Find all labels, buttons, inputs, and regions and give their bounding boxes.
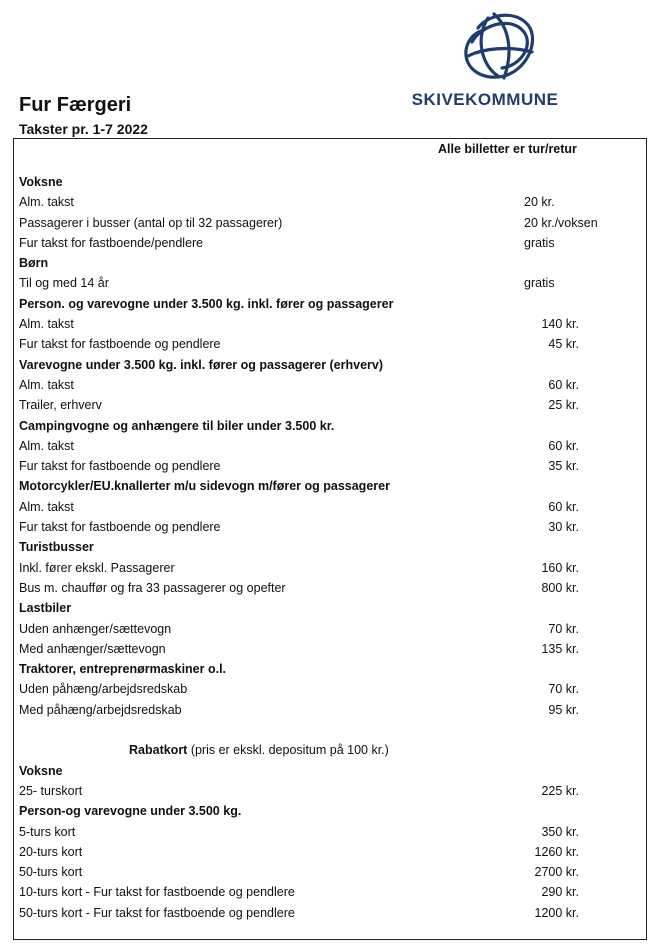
row-label: Fur takst for fastboende og pendlere xyxy=(19,520,221,535)
section-heading xyxy=(19,801,619,821)
document-subtitle: Takster pr. 1-7 2022 xyxy=(19,121,148,137)
logo-text: SKIVEKOMMUNE xyxy=(411,90,559,109)
row-label: Med påhæng/arbejdsredskab xyxy=(19,702,182,717)
row-label: Bus m. chauffør og fra 33 passagerer og opefter xyxy=(19,580,286,595)
row-label: Passagerer i busser (antal op til 32 passagerer) xyxy=(19,215,283,230)
price-row xyxy=(19,517,619,537)
row-price: gratis xyxy=(524,235,555,250)
row-price: gratis xyxy=(524,276,555,291)
row-price: 70 kr. xyxy=(548,682,579,697)
section-heading xyxy=(19,537,619,557)
row-price: 290 kr. xyxy=(541,885,579,900)
section-heading xyxy=(19,355,619,375)
row-label: Alm. takst xyxy=(19,499,74,514)
row-price: 45 kr. xyxy=(548,337,579,352)
row-label: Alm. takst xyxy=(19,317,74,332)
row-label: Trailer, erhverv xyxy=(19,398,102,413)
row-label: Inkl. fører ekskl. Passagerer xyxy=(19,560,175,575)
section-heading xyxy=(19,476,619,496)
row-label: Fur takst for fastboende/pendlere xyxy=(19,235,204,250)
row-price: 25 kr. xyxy=(548,398,579,413)
row-price: 60 kr. xyxy=(548,438,579,453)
price-row xyxy=(19,679,619,699)
row-price: 1260 kr. xyxy=(534,844,579,859)
row-label: Fur takst for fastboende og pendlere xyxy=(19,337,221,352)
row-price: 1200 kr. xyxy=(534,905,579,920)
row-label: Voksne xyxy=(19,763,63,778)
row-label: Fur takst for fastboende og pendlere xyxy=(19,459,221,474)
row-label xyxy=(129,740,389,760)
price-row xyxy=(19,213,619,233)
price-row xyxy=(19,273,619,293)
spacer xyxy=(19,720,619,740)
price-row xyxy=(19,233,619,253)
row-price: 70 kr. xyxy=(548,621,579,636)
row-label: Motorcykler/EU.knallerter m/u sidevogn m/fører og passagerer xyxy=(19,479,390,494)
section-heading xyxy=(19,598,619,618)
skivekommune-logo xyxy=(390,6,580,110)
row-label: 5-turs kort xyxy=(19,824,76,839)
row-price: 2700 kr. xyxy=(534,865,579,880)
price-row xyxy=(19,822,619,842)
row-price: 350 kr. xyxy=(541,824,579,839)
row-price: 140 kr. xyxy=(541,317,579,332)
row-label: Med anhænger/sættevogn xyxy=(19,641,166,656)
row-price: 30 kr. xyxy=(548,520,579,535)
row-label: Traktorer, entreprenørmaskiner o.l. xyxy=(19,662,227,677)
row-price: 20 kr./voksen xyxy=(524,215,598,230)
price-row xyxy=(19,334,619,354)
price-row xyxy=(19,882,619,902)
row-label: Uden påhæng/arbejdsredskab xyxy=(19,682,188,697)
section-heading xyxy=(19,416,619,436)
document-title: Fur Færgeri xyxy=(19,94,132,116)
price-row xyxy=(19,436,619,456)
row-price: 800 kr. xyxy=(541,580,579,595)
rabatkort-heading xyxy=(19,740,619,760)
row-label: Til og med 14 år xyxy=(19,276,109,291)
row-label: 50-turs kort xyxy=(19,865,83,880)
price-row xyxy=(19,700,619,720)
section-heading xyxy=(19,294,619,314)
price-list xyxy=(19,172,619,923)
row-price: 20 kr. xyxy=(524,195,555,210)
row-label: Alm. takst xyxy=(19,438,74,453)
row-label: Lastbiler xyxy=(19,601,72,616)
price-row xyxy=(19,456,619,476)
price-row xyxy=(19,395,619,415)
row-price: 60 kr. xyxy=(548,499,579,514)
row-label: Alm. takst xyxy=(19,377,74,392)
section-heading xyxy=(19,659,619,679)
row-label: Alm. takst xyxy=(19,195,74,210)
row-label: Voksne xyxy=(19,175,63,189)
row-label: Uden anhænger/sættevogn xyxy=(19,621,172,636)
row-price: 95 kr. xyxy=(548,702,579,717)
row-label: Campingvogne og anhængere til biler under 3.500 kr. xyxy=(19,418,335,433)
price-row xyxy=(19,842,619,862)
row-label: Børn xyxy=(19,256,49,271)
price-row xyxy=(19,862,619,882)
row-label: 25- turskort xyxy=(19,783,83,798)
price-row xyxy=(19,578,619,598)
price-row xyxy=(19,558,619,578)
section-heading xyxy=(19,761,619,781)
row-price: 160 kr. xyxy=(541,560,579,575)
row-label: Person. og varevogne under 3.500 kg. inkl. fører og passagerer xyxy=(19,296,394,311)
section-heading xyxy=(19,172,619,192)
skivekommune-logo-icon xyxy=(458,6,538,86)
row-price: 225 kr. xyxy=(541,783,579,798)
row-label: Turistbusser xyxy=(19,540,94,555)
ticket-note: Alle billetter er tur/retur xyxy=(438,142,577,156)
row-label: 20-turs kort xyxy=(19,844,83,859)
price-row xyxy=(19,497,619,517)
row-price: 60 kr. xyxy=(548,377,579,392)
row-label: 50-turs kort - Fur takst for fastboende og pendlere xyxy=(19,905,295,920)
price-row xyxy=(19,192,619,212)
price-row xyxy=(19,781,619,801)
row-label: Varevogne under 3.500 kg. inkl. fører og passagerer (erhverv) xyxy=(19,357,384,372)
section-heading xyxy=(19,253,619,273)
price-row xyxy=(19,639,619,659)
rabatkort-note: (pris er ekskl. depositum på 100 kr.) xyxy=(187,743,389,758)
row-price: 135 kr. xyxy=(541,641,579,656)
row-price: 35 kr. xyxy=(548,459,579,474)
price-row xyxy=(19,903,619,923)
row-label: 10-turs kort - Fur takst for fastboende og pendlere xyxy=(19,885,295,900)
price-row xyxy=(19,375,619,395)
row-label: Person-og varevogne under 3.500 kg. xyxy=(19,804,242,819)
price-row xyxy=(19,619,619,639)
rabatkort-title: Rabatkort xyxy=(129,743,188,758)
price-row xyxy=(19,314,619,334)
